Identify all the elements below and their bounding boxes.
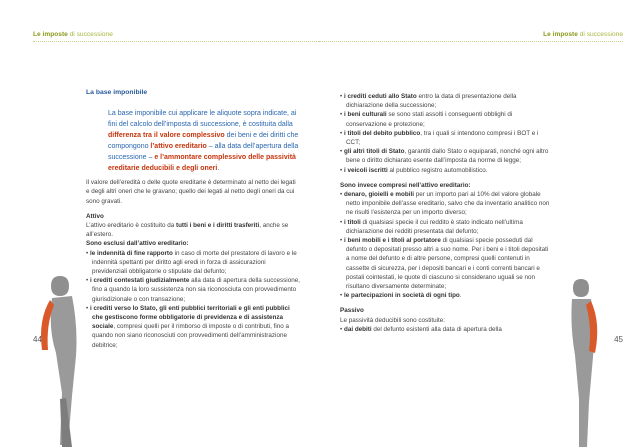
person-figure-right <box>563 275 603 447</box>
left-column <box>86 88 300 350</box>
running-header-left: Le imposte di successione <box>33 31 113 38</box>
list-item: • i titoli di qualsiasi specie il cui reddito è stato indicato nell’ultima dichiarazione dei redditi presentata dal defunto; <box>340 218 523 235</box>
attivo-paragraph: L’attivo ereditario è costituito da tutti i beni e i diritti trasferiti, anche se all’estero. <box>86 222 289 239</box>
right-column <box>340 92 553 334</box>
passivo-paragraph: Le passività deducibili sono costituite: <box>340 316 446 324</box>
list-item: • i crediti contestati giudizialmente alla data di apertura della successione, fino a quando la loro sussistenza non sia riconosciuta con provvedimento giurisdizionale o con transazione; <box>86 277 300 303</box>
intro-paragraph: Il valore dell’eredità o delle quote ereditarie è determinato al netto dei legati e degli altri oneri che le gravano; quello dei legati al netto degli oneri da cui sono gravati. <box>86 179 296 205</box>
list-item: • i veicoli iscritti al pubblico registro automobilistico. <box>340 166 488 174</box>
list-item: • i beni mobili e i titoli al portatore di qualsiasi specie posseduti dal defunto o depositati presso altri a suo nome. Per i beni e i titoli depositati a nome del defunto e di altre persone, compresi quelli contenuti in cassette di sicurezza, per i depositi bancari e i conti correnti bancari e postali cointestati, le quote di ciascuno si considerano uguali se non risultano diversamente determinate; <box>340 237 549 291</box>
header-rule <box>319 41 623 42</box>
list-item: • i crediti verso lo Stato, gli enti pubblici territoriali e gli enti pubblici che gestiscono forme obbligatorie di previdenza e di assistenza sociale, compresi quelli per il rimborso di imposte o di contributi, fino a quando non siano riconosciuti con provvedimenti dell’amministrazione debitrice; <box>86 304 290 349</box>
right-page <box>319 0 638 447</box>
passivo-heading: Passivo <box>340 307 364 315</box>
compresi-heading: Sono invece compresi nell’attivo ereditario: <box>340 181 471 189</box>
attivo-heading: Attivo <box>86 212 104 220</box>
running-header-right: Le imposte di successione <box>543 31 623 38</box>
page-number-left: 44 <box>33 335 42 344</box>
list-item: • denaro, gioielli e mobili per un importo pari al 10% del valore globale netto imponibile dell’asse ereditario, salvo che da inventario analitico non ne risulti l’esistenza per un importo diverso; <box>340 191 550 217</box>
header-rule <box>33 41 319 42</box>
page-number-right: 45 <box>614 335 623 344</box>
section-title: La base imponibile <box>86 89 148 96</box>
list-item: • i titoli del debito pubblico, tra i quali si intendono compresi i BOT e i CCT; <box>340 129 539 147</box>
list-item: • i beni culturali se sono stati assolti i conseguenti obblighi di conservazione e protezione; <box>340 111 513 128</box>
list-item: • i crediti ceduti allo Stato entro la data di presentazione della dichiarazione della successione; <box>340 93 517 110</box>
callout-definition: La base imponibile cui applicare le aliquote sopra indicate, ai fini del calcolo dell’imposta di successione, è costituita dalla differenza tra il valore complessivo dei beni e dei diritti che compongono l’attivo ereditario – alla data dell’apertura della successione – e l’ammontare complessivo delle passività ereditarie deducibili e degli oneri. <box>108 110 299 173</box>
person-figure-left <box>30 268 86 447</box>
list-item: • gli altri titoli di Stato, garantiti dallo Stato o equiparati, nonché ogni altro bene o diritto dichiarato esente dall’imposta da norme di legge; <box>340 148 549 165</box>
esclusi-heading: Sono esclusi dall’attivo ereditario: <box>86 240 189 248</box>
list-item: • le partecipazioni in società di ogni tipo. <box>340 292 462 300</box>
list-item: • le indennità di fine rapporto in caso di morte del prestatore di lavoro e le indennità spettanti per diritto agli eredi in forza di assicurazioni previdenziali obbligatorie o stipulate dal defunto; <box>86 249 297 276</box>
list-item: • dai debiti del defunto esistenti alla data di apertura della <box>340 325 502 333</box>
